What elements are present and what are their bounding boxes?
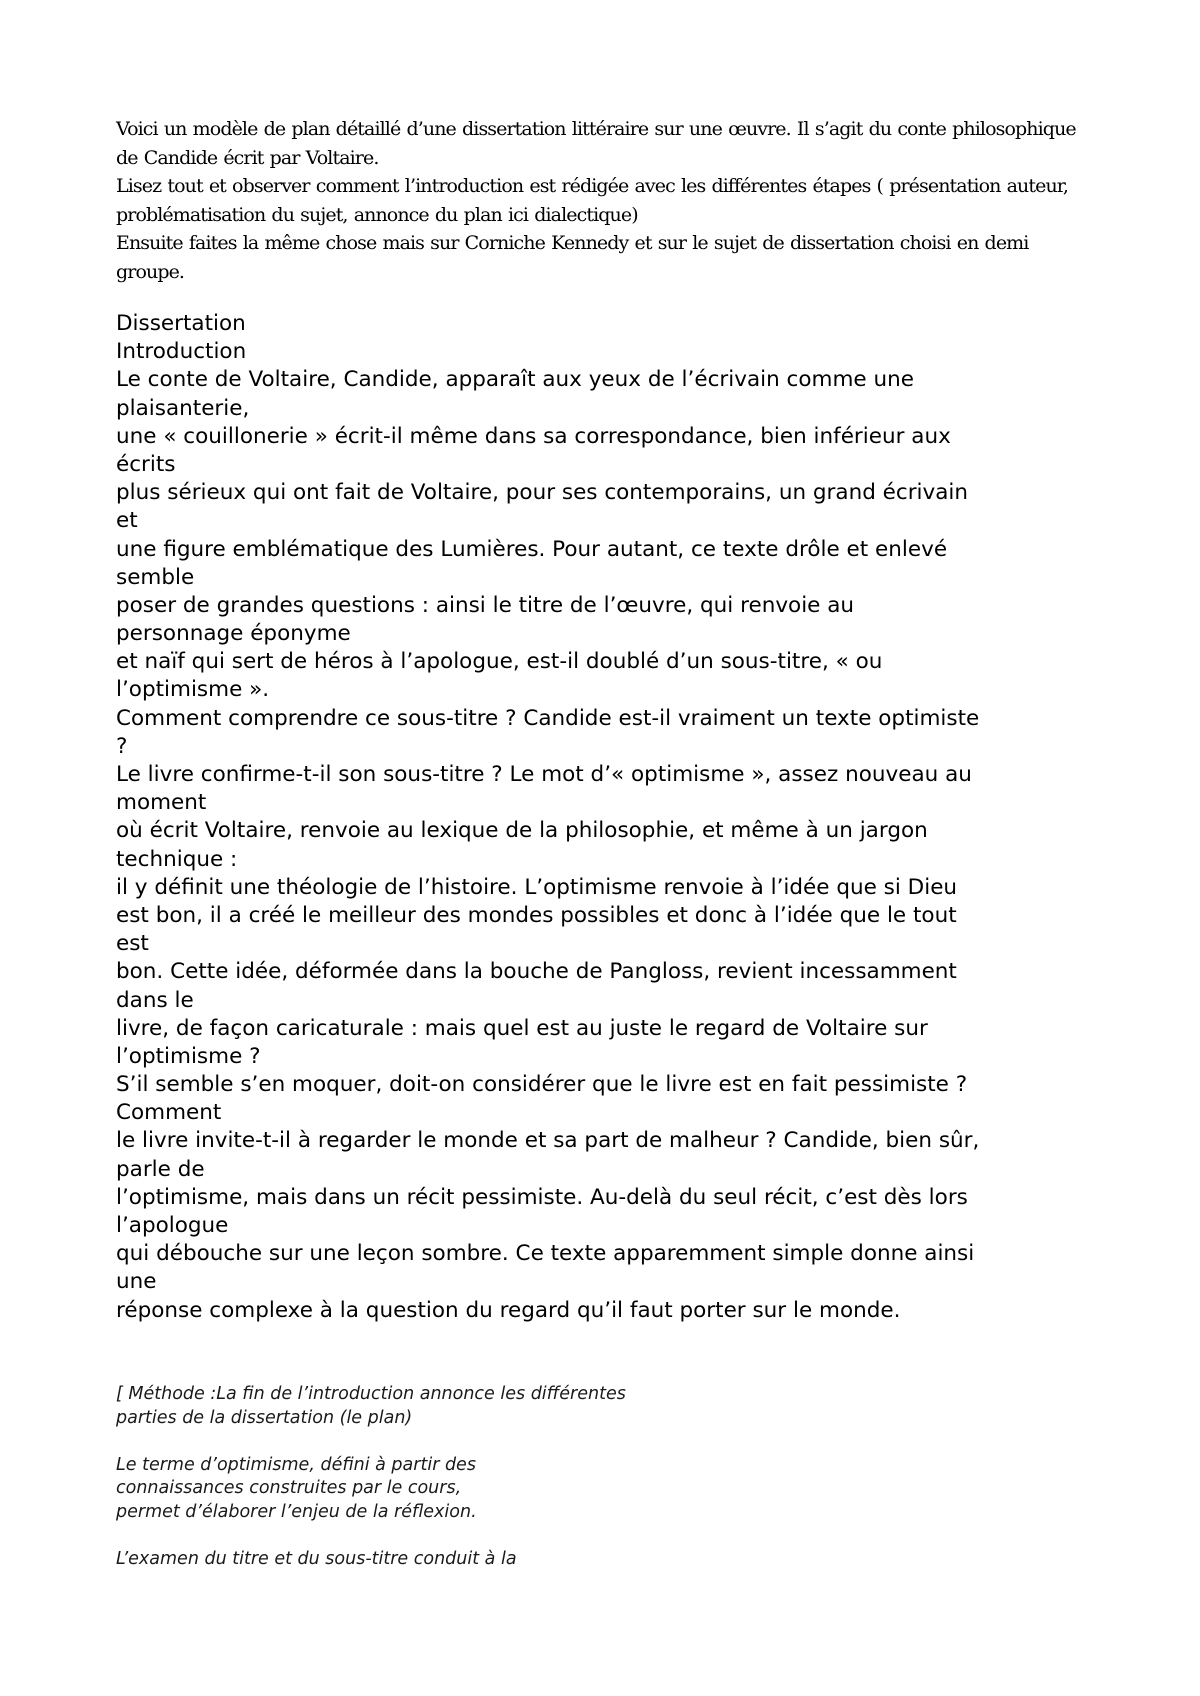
method-note-line: parties de la dissertation (le plan) (116, 1407, 413, 1428)
method-note-line: connaissances construites par le cours, (116, 1478, 462, 1498)
text-line: Le livre confirme-t-il son sous-titre ? Le mot d’« optimisme », assez nouveau au (116, 762, 972, 787)
text-line: est (116, 931, 149, 957)
text-line: l’optimisme, mais dans un récit pessimiste. Au-delà du seul récit, c’est dès lors (116, 1184, 968, 1210)
text-line: écrits (116, 451, 176, 477)
text-line: livre, de façon caricaturale : mais quel est au juste le regard de Voltaire sur (116, 1015, 928, 1041)
text-line: qui débouche sur une leçon sombre. Ce texte apparemment simple donne ainsi (116, 1241, 975, 1267)
text-line: plus sérieux qui ont fait de Voltaire, pour ses contemporains, un grand écrivain (116, 480, 969, 506)
method-note-line: L’examen du titre et du sous-titre conduit à la (116, 1548, 517, 1569)
blank-line (116, 1430, 816, 1454)
text-line: semble (116, 564, 195, 590)
text-line: l’apologue (116, 1213, 229, 1238)
text-line: poser de grandes questions : ainsi le titre de l’œuvre, qui renvoie au (116, 592, 855, 618)
text-line: Le conte de Voltaire, Candide, apparaît aux yeux de l’écrivain comme une (116, 367, 914, 393)
instruction-paragraph: Lisez tout et observer comment l’introduction est rédigée avec les différentes étapes ( présentation auteur, problématisation du sujet, annonce du plan ici dialectique) (116, 175, 1069, 226)
method-note-line: [ Méthode :La fin de l’introduction annonce les différentes (116, 1384, 626, 1404)
text-line: où écrit Voltaire, renvoie au lexique de la philosophie, et même à un jargon (116, 818, 928, 844)
text-line: dans le (116, 987, 194, 1013)
text-line: et (116, 508, 138, 534)
text-line: plaisanterie, (116, 395, 250, 421)
text-line: et naïf qui sert de héros à l’apologue, est-il doublé d’un sous-titre, « ou (116, 649, 883, 675)
text-line: Comment comprendre ce sous-titre ? Candide est-il vraiment un texte optimiste (116, 705, 980, 731)
text-line: Comment (116, 1100, 222, 1126)
blank-line (116, 1524, 816, 1548)
text-line: bon. Cette idée, déformée dans la bouche de Pangloss, revient incessamment (116, 959, 957, 985)
text-line: le livre invite-t-il à regarder le monde et sa part de malheur ? Candide, bien sûr, (116, 1128, 980, 1154)
text-line: une figure emblématique des Lumières. Pour autant, ce texte drôle et enlevé (116, 536, 948, 562)
text-line: est bon, il a créé le meilleur des mondes possibles et donc à l’idée que le tout (116, 902, 957, 928)
text-line: il y définit une théologie de l’histoire. L’optimisme renvoie à l’idée que si Dieu (116, 874, 958, 900)
text-line: personnage éponyme (116, 621, 351, 647)
method-note-line: Le terme d’optimisme, défini à partir des (116, 1454, 476, 1475)
text-line: parle de (116, 1156, 205, 1182)
text-line: l’optimisme ? (116, 1043, 261, 1069)
method-note-line: permet d’élaborer l’enjeu de la réflexion. (116, 1501, 477, 1522)
text-line: réponse complexe à la question du regard qu’il faut porter sur le monde. (116, 1297, 901, 1323)
instruction-paragraph: Voici un modèle de plan détaillé d’une dissertation littéraire sur une œuvre. Il s’agit du conte philosophique de Candide écrit par Voltaire. (116, 118, 1076, 169)
dissertation-heading: Dissertation (116, 311, 246, 336)
text-line: une « couillonerie » écrit-il même dans sa correspondance, bien inférieur aux (116, 423, 951, 449)
method-notes-block (116, 1383, 816, 1571)
text-line: l’optimisme ». (116, 677, 270, 703)
dissertation-block (116, 310, 1116, 1325)
text-line: moment (116, 790, 207, 816)
instructions-block (116, 115, 1096, 286)
text-line: une (116, 1269, 157, 1295)
introduction-heading: Introduction (116, 339, 247, 365)
text-line: ? (116, 733, 128, 759)
text-line: technique : (116, 846, 238, 872)
instruction-paragraph: Ensuite faites la même chose mais sur Corniche Kennedy et sur le sujet de dissertation choisi en demi groupe. (116, 232, 1029, 283)
text-line: S’il semble s’en moquer, doit-on considérer que le livre est en fait pessimiste ? (116, 1072, 968, 1098)
